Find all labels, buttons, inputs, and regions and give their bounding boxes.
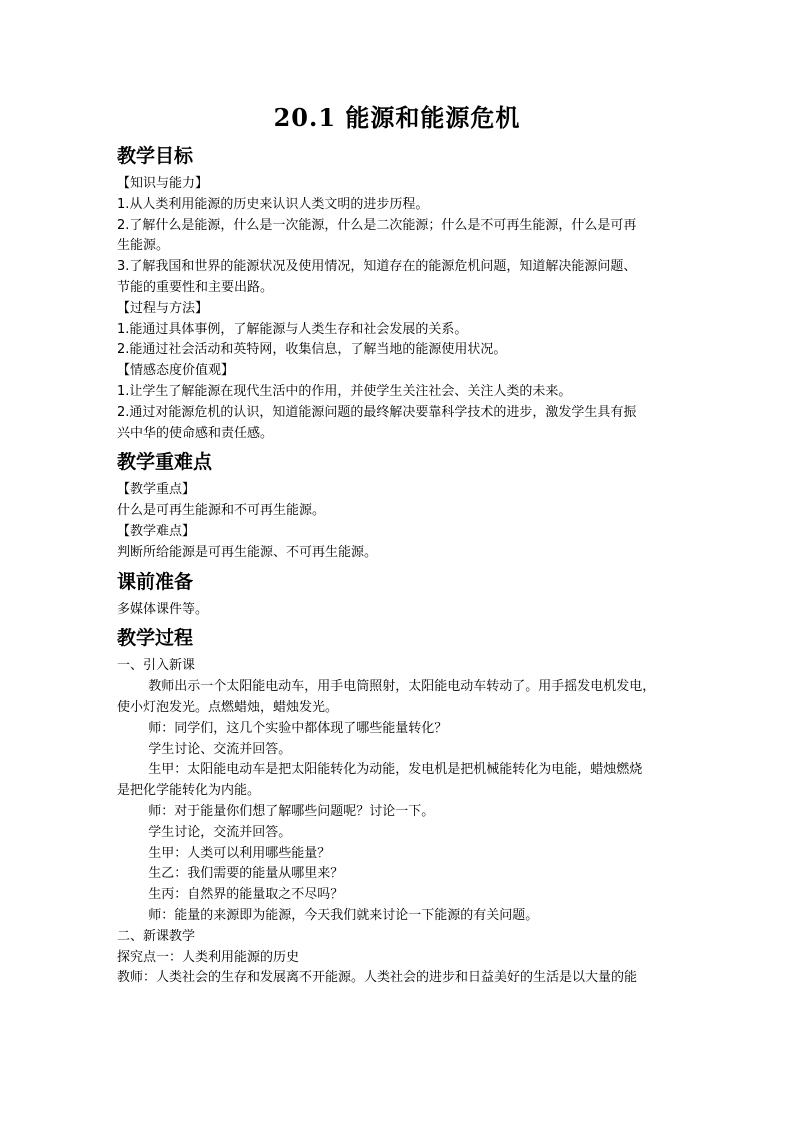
preparation-heading: 课前准备	[117, 570, 194, 593]
dialogue-line: 是把化学能转化为内能。	[117, 783, 261, 799]
process-method-label: 【过程与方法】	[117, 300, 209, 316]
focus-label: 【教学重点】	[117, 482, 196, 498]
difficulty-label: 【教学难点】	[117, 523, 196, 539]
part1-label: 一、引入新课	[117, 658, 196, 674]
dialogue-line: 师：对于能量你们想了解哪些问题呢？讨论一下。	[148, 803, 435, 819]
knowledge-item: 3.了解我国和世界的能源状况及使用情况，知道存在的能源危机问题，知道解决能源问题、	[117, 259, 637, 275]
attitude-item: 兴中华的使命感和责任感。	[117, 425, 274, 441]
dialogue-line: 使小灯泡发光。点燃蜡烛，蜡烛发光。	[117, 699, 339, 715]
knowledge-item: 节能的重要性和主要出路。	[117, 279, 274, 295]
preparation-text: 多媒体课件等。	[117, 601, 209, 617]
dialogue-line: 师：能量的来源即为能源，今天我们就来讨论一下能源的有关问题。	[148, 907, 539, 923]
document-title: 20.1 能源和能源危机	[273, 103, 521, 132]
dialogue-line: 生乙：我们需要的能量从哪里来？	[148, 866, 344, 882]
goals-section	[117, 142, 677, 444]
inquiry1-text: 教师：人类社会的生存和发展离不开能源。人类社会的进步和日益美好的生活是以大量的能	[117, 970, 638, 986]
part1-body	[117, 677, 677, 927]
process-method-item: 2.能通过社会活动和英特网，收集信息，了解当地的能源使用状况。	[117, 342, 507, 358]
dialogue-line: 学生讨论、交流并回答。	[148, 741, 292, 757]
teaching-process-heading: 教学过程	[117, 627, 194, 650]
dialogue-line: 生甲：人类可以利用哪些能量？	[148, 845, 331, 861]
goals-heading: 教学目标	[117, 145, 194, 167]
attitude-item: 2.通过对能源危机的认识，知道能源问题的最终解决要靠科学技术的进步，激发学生具有振	[117, 404, 637, 420]
knowledge-item: 1.从人类利用能源的历史来认识人类文明的进步历程。	[117, 196, 429, 212]
key-points-heading: 教学重难点	[117, 451, 213, 474]
key-points-section	[117, 448, 677, 563]
knowledge-item: 2.了解什么是能源，什么是一次能源，什么是二次能源；什么是不可再生能源，什么是可再	[117, 217, 637, 233]
inquiry1-label: 探究点一：人类利用能源的历史	[117, 949, 300, 965]
dialogue-line: 教师出示一个太阳能电动车，用手电筒照射，太阳能电动车转动了。用手摇发电机发电，	[148, 679, 656, 695]
dialogue-line: 师：同学们，这几个实验中都体现了哪些能量转化？	[148, 720, 448, 736]
dialogue-line: 生甲：太阳能电动车是把太阳能转化为动能，发电机是把机械能转化为电能，蜡烛燃烧	[148, 762, 643, 778]
document-page	[117, 100, 677, 993]
knowledge-label: 【知识与能力】	[117, 176, 209, 191]
focus-text: 什么是可再生能源和不可再生能源。	[117, 503, 326, 519]
teaching-process-section	[117, 624, 677, 989]
attitude-item: 1.让学生了解能源在现代生活中的作用，并使学生关注社会、关注人类的未来。	[117, 383, 572, 399]
dialogue-line: 生丙：自然界的能量取之不尽吗？	[148, 887, 344, 903]
knowledge-item: 生能源。	[117, 238, 170, 254]
process-method-item: 1.能通过具体事例，了解能源与人类生存和社会发展的关系。	[117, 321, 468, 337]
preparation-section	[117, 568, 677, 621]
difficulty-text: 判断所给能源是可再生能源、不可再生能源。	[117, 544, 378, 560]
dialogue-line: 学生讨论，交流并回答。	[148, 824, 292, 840]
part2-label: 二、新课教学	[117, 928, 196, 944]
attitude-label: 【情感态度价值观】	[117, 363, 235, 379]
